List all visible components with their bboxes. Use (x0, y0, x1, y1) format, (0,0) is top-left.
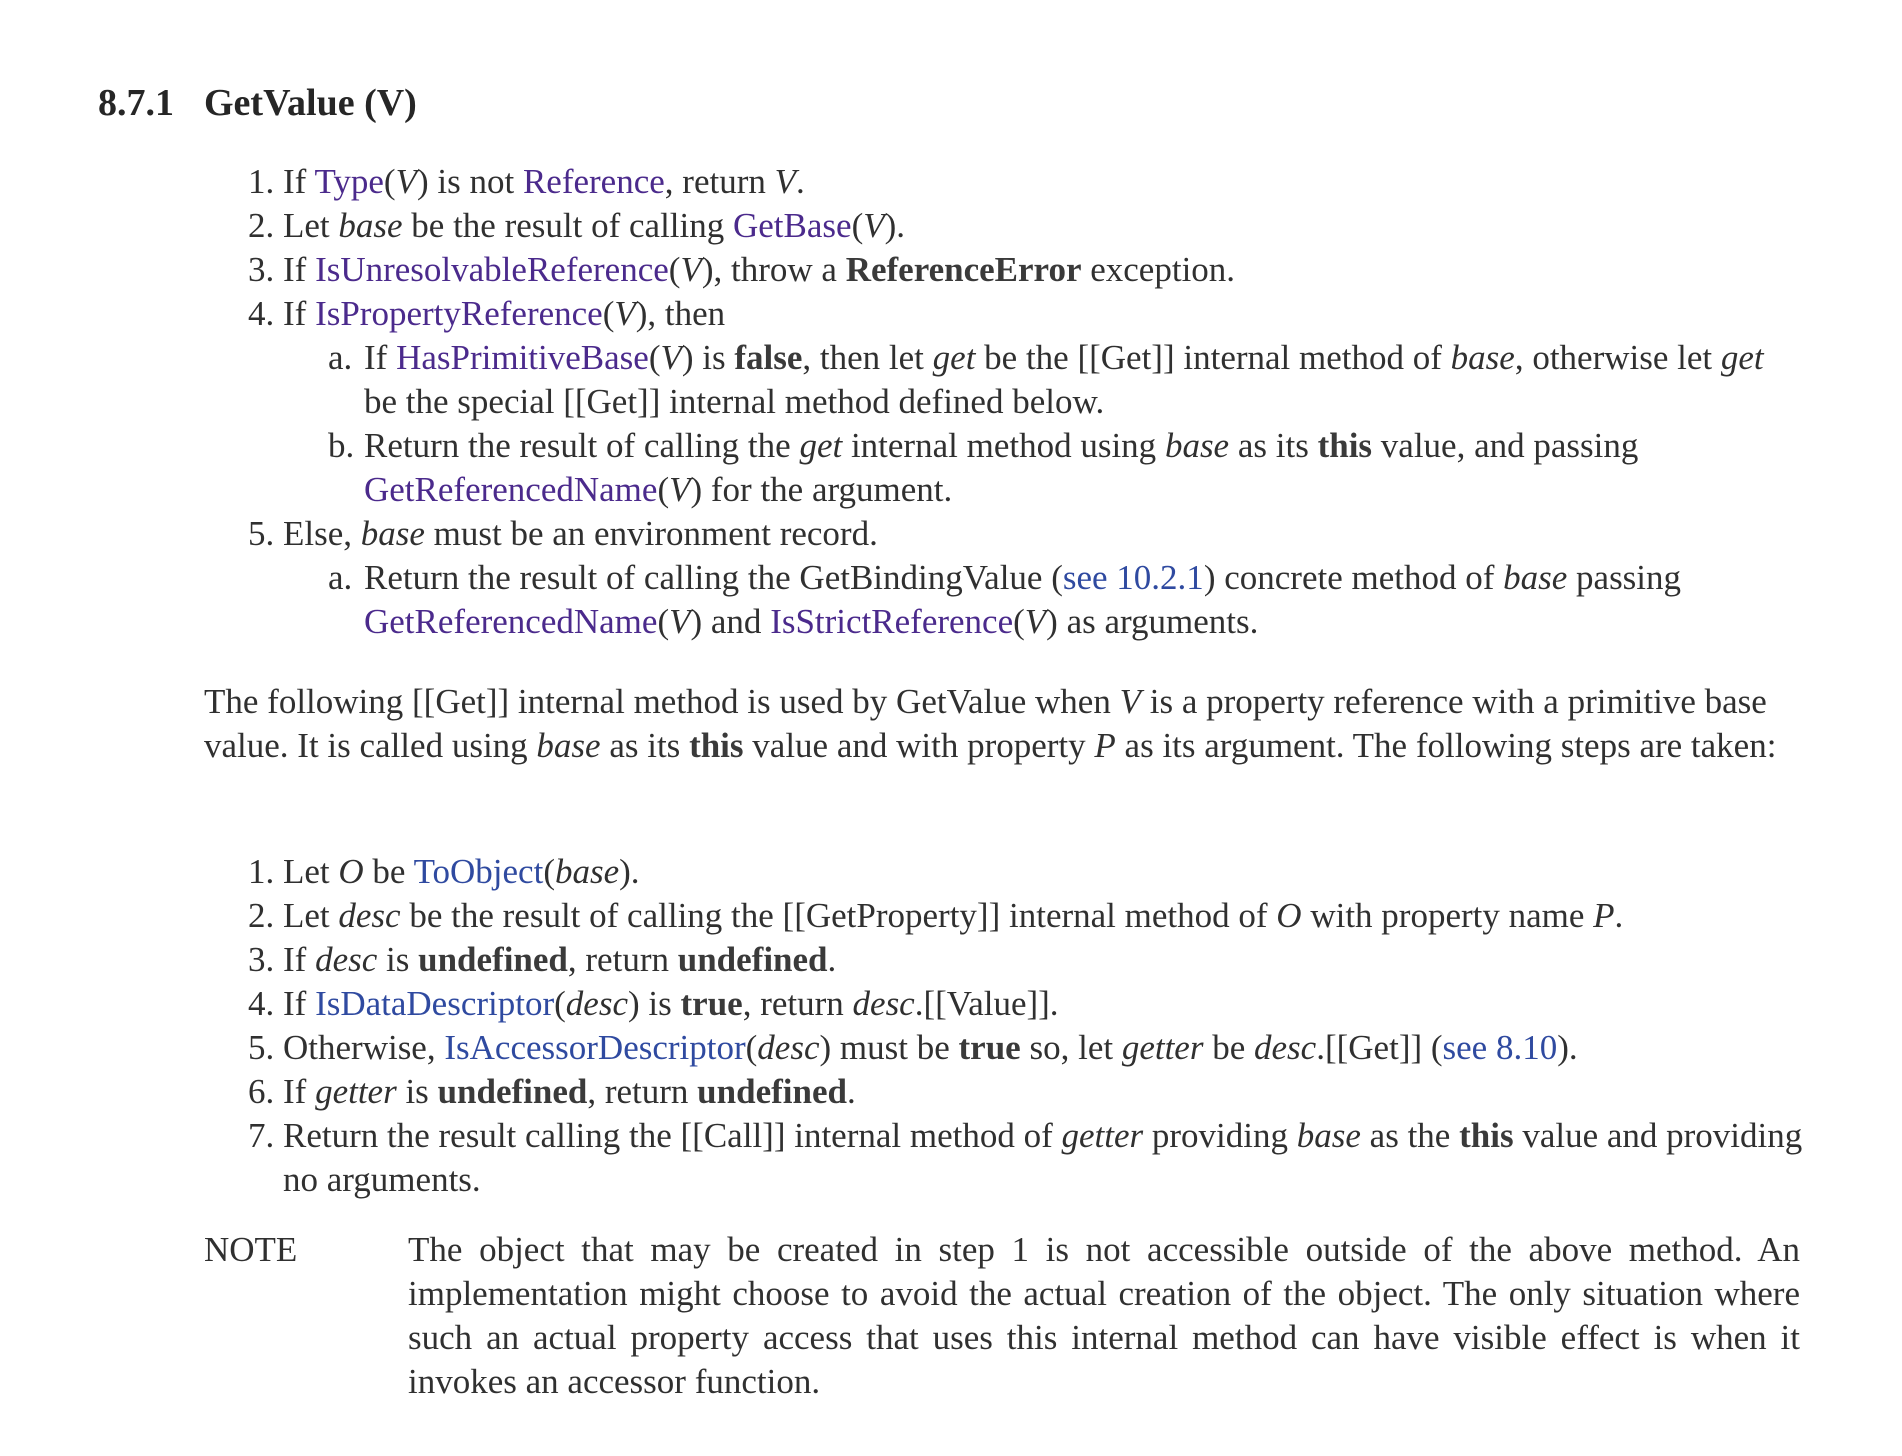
section-number: 8.7.1 (98, 82, 174, 124)
section-title: GetValue (V) (204, 82, 417, 124)
ispropertyreference-link[interactable]: IsPropertyReference (315, 294, 603, 333)
isaccessordescriptor-link[interactable]: IsAccessorDescriptor (444, 1028, 746, 1067)
type-link[interactable]: Type (314, 162, 384, 201)
get-steps (204, 850, 1804, 1202)
getvalue-steps (204, 160, 1804, 644)
getreferencedname-link[interactable]: GetReferencedName (364, 602, 658, 641)
note-label: NOTE (204, 1230, 298, 1269)
see-8-10-link[interactable]: see 8.10 (1442, 1028, 1558, 1067)
get-step-6: 6. If getter is undefined, return undefined. (248, 1072, 856, 1111)
step-1: 1. If Type(V) is not Reference, return V. (248, 162, 805, 201)
step-2: 2. Let base be the result of calling GetBase(V). (248, 206, 906, 245)
isunresolvablereference-link[interactable]: IsUnresolvableReference (315, 250, 669, 289)
section-heading (98, 78, 417, 128)
intro-paragraph: The following [[Get]] internal method is used by GetValue when V is a property reference with a primitive base value. It is called using base as its this value and with property P as its argument. The following steps are taken: (204, 682, 1777, 765)
get-step-4: 4. If IsDataDescriptor(desc) is true, return desc.[[Value]]. (248, 984, 1059, 1023)
step-4b: b. Return the result of calling the get internal method using base as its this value, and passing GetReferencedName(V) for the argument. (328, 426, 1639, 509)
step-4a: a. If HasPrimitiveBase(V) is false, then let get be the [[Get]] internal method of base, otherwise let get be the special [[Get]] internal method defined below. (328, 338, 1764, 421)
toobject-link[interactable]: ToObject (413, 852, 544, 891)
note-text: The object that may be created in step 1 is not accessible outside of the above method. An implementation might choose to avoid the actual creation of the object. The only situation where such an actual property access that uses this internal method can have visible effect is when it invokes an accessor function. (408, 1230, 1800, 1401)
get-step-2: 2. Let desc be the result of calling the [[GetProperty]] internal method of O with property name P. (248, 896, 1624, 935)
getreferencedname-link[interactable]: GetReferencedName (364, 470, 658, 509)
step-4: 4. If IsPropertyReference(V), then (248, 294, 726, 333)
get-step-1: 1. Let O be ToObject(base). (248, 852, 640, 891)
step-5: 5. Else, base must be an environment record. (248, 514, 878, 553)
get-step-7: 7. Return the result calling the [[Call]] internal method of getter providing base as the this value and providing no arguments. (248, 1116, 1803, 1199)
get-step-3: 3. If desc is undefined, return undefined. (248, 940, 837, 979)
hasprimitivebase-link[interactable]: HasPrimitiveBase (396, 338, 649, 377)
step-5a: a. Return the result of calling the GetBindingValue (see 10.2.1) concrete method of base passing GetReferencedName(V) and IsStrictReference(V) as arguments. (328, 558, 1682, 641)
get-step-5: 5. Otherwise, IsAccessorDescriptor(desc) must be true so, let getter be desc.[[Get]] (see 8.10). (248, 1028, 1578, 1067)
see-10-2-1-link[interactable]: see 10.2.1 (1062, 558, 1204, 597)
step-3: 3. If IsUnresolvableReference(V), throw a ReferenceError exception. (248, 250, 1236, 289)
getbase-link[interactable]: GetBase (733, 206, 852, 245)
reference-link[interactable]: Reference (522, 162, 665, 201)
isdatadescriptor-link[interactable]: IsDataDescriptor (315, 984, 555, 1023)
isstrictreference-link[interactable]: IsStrictReference (770, 602, 1014, 641)
